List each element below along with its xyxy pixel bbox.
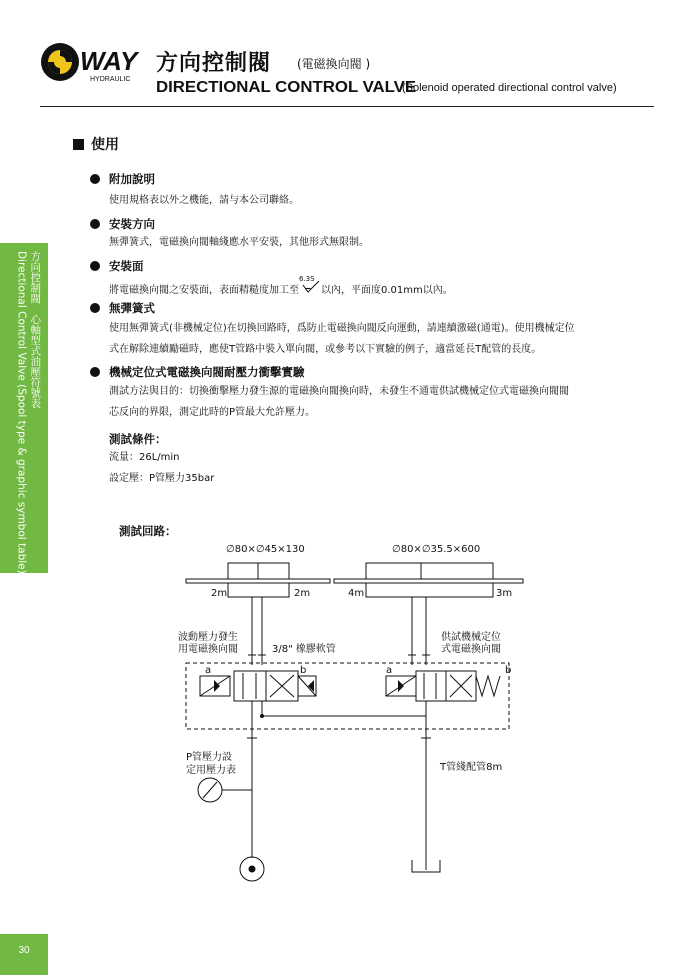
bullet-title: 安裝方向 — [109, 217, 155, 231]
pressure-setting-text: 設定壓：P管壓力35bar — [109, 473, 215, 484]
left-valve-label-2: 用電磁換向閥 — [178, 644, 238, 655]
paragraph-text: 使用規格表以外之機能，請与本公司聯絡。 — [109, 195, 299, 206]
gauge-label-1: P管壓力設 — [186, 752, 233, 763]
paragraph-text: 芯反向的界限，測定此時的P管最大允許壓力。 — [109, 407, 316, 418]
bullet-title: 機械定位式電磁換向閥耐壓力衝擊實驗 — [109, 365, 305, 379]
right-cylinder-rod-end — [366, 563, 493, 579]
right-valve-label-2: 式電磁換向閥 — [441, 644, 501, 655]
hose-label: 3/8" 橡膠軟管 — [272, 644, 336, 655]
logo-text: WAY — [80, 46, 138, 76]
side-tab-line-zh: 方向控制閥 心軸型式油壓符號表 — [29, 251, 42, 409]
right-port-a-label: a — [386, 665, 393, 676]
left-port-b-label: b — [300, 665, 307, 676]
paragraph-text: 式在解除連續勵磁時，應使T管路中裝入單向閥，或參考以下實驗的例子，適當延長T配管的長度。 — [109, 344, 542, 355]
bullet-title: 無彈簧式 — [109, 301, 155, 315]
t-pipe-label: T管綫配管8m — [440, 762, 503, 773]
length-label-2m-a: 2m — [211, 588, 228, 599]
surface-text-before: 將電磁換向閥之安裝面，表面精糙度加工至 — [109, 285, 299, 296]
junction-dot — [260, 714, 264, 718]
test-conditions-title: 測試條件： — [109, 432, 167, 446]
gauge-label-2: 定用壓力表 — [186, 765, 236, 776]
bullet-title: 附加說明 — [109, 172, 155, 186]
paragraph-text: 無彈簧式，電磁換向閥軸綫應水平安裝，其他形式無限制。 — [109, 237, 369, 248]
logo-subtext: HYDRAULIC — [90, 76, 131, 83]
paragraph-text: 測試方法與目的：切換衝擊壓力發生源的電磁換向閥換向時，未發生不通電供試機械定位式電磁換向閥閥 — [109, 386, 569, 397]
test-circuit-title: 測試回路： — [119, 524, 177, 538]
left-port-a-label: a — [205, 665, 212, 676]
left-cylinder-body — [228, 583, 289, 597]
right-valve-block-1 — [416, 671, 446, 701]
right-cylinder-rod — [334, 579, 523, 583]
right-valve-label-1: 供試機械定位 — [441, 632, 501, 643]
right-cylinder-body — [366, 583, 493, 597]
page-number: 30 — [18, 945, 30, 956]
title-english: DIRECTIONAL CONTROL VALVE — [156, 79, 417, 96]
left-cylinder-rod — [186, 579, 330, 583]
left-cylinder-label: ∅80×∅45×130 — [226, 544, 305, 555]
length-label-3m: 3m — [496, 588, 513, 599]
bullet-title: 安裝面 — [109, 259, 144, 273]
right-valve-spring — [476, 676, 500, 696]
title-english-sub: (Solenoid operated directional control valve) — [402, 82, 617, 94]
paragraph-text: 使用無彈簧式(非機械定位)在切換回路時，爲防止電磁換向閥反向運動，請連續激磁(通電)。使用機械定位 — [109, 323, 575, 334]
length-label-2m-b: 2m — [294, 588, 311, 599]
section-title: 使用 — [91, 137, 119, 153]
right-port-b-label: b — [505, 665, 512, 676]
flow-text: 流量：26L/min — [109, 452, 180, 463]
left-valve-center-block — [234, 671, 266, 701]
length-label-4m: 4m — [348, 588, 365, 599]
title-chinese-sub: (電磁換向閥 ) — [297, 57, 371, 71]
surface-text-after: 以內，平面度0.01mm以內。 — [321, 285, 453, 296]
side-tab-line-en: Directional Control Valve (Spool type & graphic symbol table) — [15, 251, 28, 574]
pump-center-dot — [249, 866, 256, 873]
roughness-value: 6.3S — [299, 275, 315, 283]
left-valve-label-1: 波動壓力發生 — [178, 632, 238, 643]
right-cylinder-label: ∅80×∅35.5×600 — [392, 544, 481, 555]
title-chinese: 方向控制閥 — [156, 51, 272, 76]
